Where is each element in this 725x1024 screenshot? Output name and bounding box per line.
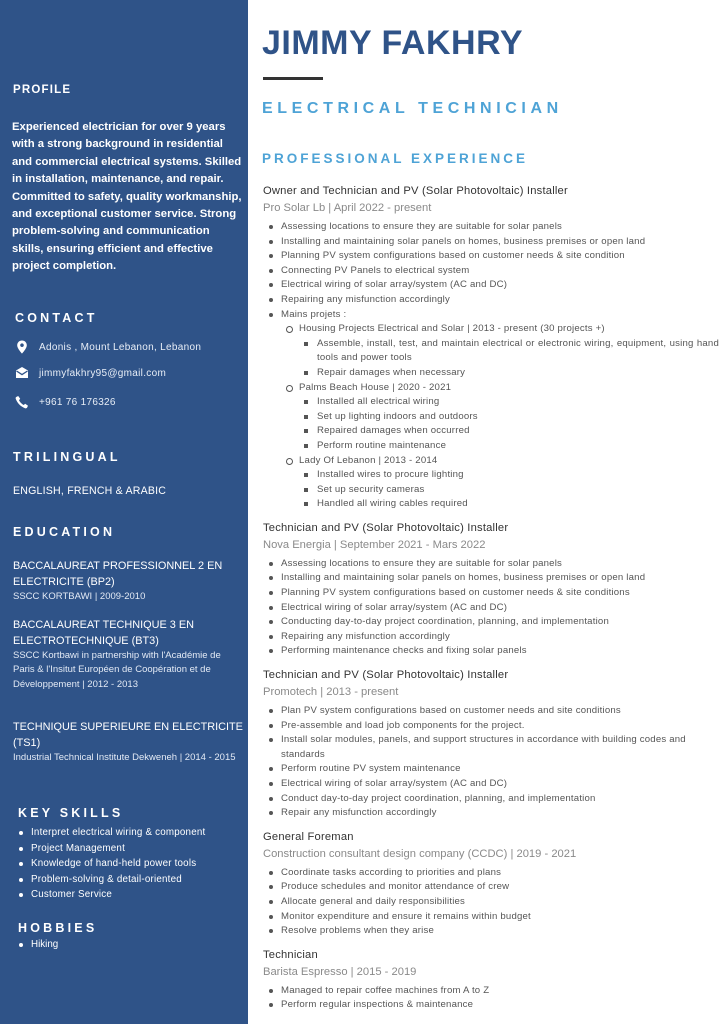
hobby-item: Hiking [18,937,58,953]
location-pin-icon [15,340,29,354]
education-entry [13,618,243,692]
contact-email[interactable] [15,365,166,381]
skill-item: Knowledge of hand-held power tools [18,856,205,872]
job-entry [263,520,719,659]
phone-icon [15,395,29,409]
profile-summary: Experienced electrician for over 9 years with a strong background in residential and commercial electrical systems. Skilled in installation, maintenance, and repair. Committed to safety, quality workmanship, and exceptional customer service. Strong problem-solving and communication skills, ensuring efficient and effective project completion. [12,121,242,273]
list-item: Set up lighting indoors and outdoors [299,410,719,425]
skill-item: Interpret electrical wiring & component [18,825,205,841]
list-item: Perform routine PV system maintenance [263,762,719,777]
education-detail: Industrial Technical Institute Dekweneh | 2014 - 2015 [13,752,236,763]
job-entry [263,183,719,512]
education-title: BACCALAUREAT PROFESSIONNEL 2 EN ELECTRICITE (BP2) [13,560,223,588]
skills-heading: KEY SKILLS [18,806,124,820]
skills-list [18,825,205,903]
project-name: Lady Of Lebanon | 2013 - 2014 [299,454,438,466]
list-item: Electrical wiring of solar array/system (AC and DC) [263,601,719,616]
project-list [263,322,719,512]
list-item: Planning PV system configurations based on customer needs & site condition [263,249,719,264]
list-item: Repairing any misfunction accordingly [263,630,719,645]
project-name: Palms Beach House | 2020 - 2021 [299,381,452,393]
job-bullets [263,220,719,322]
list-item: Conduct day-to-day project coordination, planning, and implementation [263,792,719,807]
project-name: Housing Projects Electrical and Solar | 2013 - present (30 projects +) [299,323,605,335]
list-item: Assessing locations to ensure they are suitable for solar panels [263,220,719,235]
list-item: Installed wires to procure lighting [299,468,719,483]
education-title: TECHNIQUE SUPERIEURE EN ELECTRICITE (TS1) [13,721,243,749]
list-item: Assemble, install, test, and maintain electrical or electronic wiring, equipment, using hand tools and power tools [299,337,719,366]
job-entry [263,667,719,821]
project-item [281,322,719,380]
job-title: ELECTRICAL TECHNICIAN [262,100,563,117]
list-item: Pre-assemble and load job components for the project. [263,719,719,734]
list-item: Installing and maintaining solar panels on homes, business premises or open land [263,235,719,250]
skill-item: Problem-solving & detail-oriented [18,872,205,888]
list-item: Plan PV system configurations based on customer needs and site conditions [263,704,719,719]
job-company: Promotech | 2013 - present [263,686,399,699]
job-bullets [263,557,719,659]
address-text: Adonis , Mount Lebanon, Lebanon [39,341,202,353]
email-text[interactable]: jimmyfakhry95@gmail.com [39,367,167,379]
job-entry [263,829,719,939]
profile-heading: PROFILE [13,84,72,96]
list-item: Repaired damages when occurred [299,424,719,439]
skill-item: Project Management [18,841,205,857]
job-position: Technician and PV (Solar Photovoltaic) Installer [263,669,509,682]
list-item: Electrical wiring of solar array/system (AC and DC) [263,777,719,792]
list-item: Allocate general and daily responsibilities [263,895,719,910]
list-item: Assessing locations to ensure they are suitable for solar panels [263,557,719,572]
education-title: BACCALAUREAT TECHNIQUE 3 EN ELECTROTECHNIQUE (BT3) [13,619,194,647]
list-item: Perform regular inspections & maintenance [263,998,719,1013]
list-item: Install solar modules, panels, and support structures in accordance with building codes and standards [263,733,719,762]
name-underline [263,77,323,80]
list-item: Mains projets : [263,308,719,323]
job-entry [263,947,719,1013]
list-item: Connecting PV Panels to electrical system [263,264,719,279]
list-item: Electrical wiring of solar array/system (AC and DC) [263,278,719,293]
job-bullets [263,984,719,1013]
education-entry [13,720,243,765]
project-tasks [299,337,719,381]
list-item: Handled all wiring cables required [299,497,719,512]
list-item: Monitor expenditure and ensure it remains within budget [263,910,719,925]
experience-list [263,183,719,1013]
sidebar [0,0,248,1024]
list-item: Managed to repair coffee machines from A to Z [263,984,719,999]
list-item: Coordinate tasks according to priorities and plans [263,866,719,881]
list-item: Set up security cameras [299,483,719,498]
skill-item: Customer Service [18,887,205,903]
envelope-icon [15,366,29,380]
hobbies-heading: HOBBIES [18,921,98,935]
education-detail: SSCC KORTBAWI | 2009-2010 [13,591,146,602]
contact-heading: CONTACT [15,311,98,325]
phone-text[interactable]: +961 76 176326 [39,396,116,408]
project-tasks [299,395,719,453]
education-detail: SSCC Kortbawi in partnership with l'Académie de Paris & l'Insitut Européen de Coopération et de Développement | 2012 - 2013 [13,650,221,690]
list-item: Repair damages when necessary [299,366,719,381]
list-item: Installing and maintaining solar panels on homes, business premises or open land [263,571,719,586]
contact-address [15,339,201,355]
job-position: Technician and PV (Solar Photovoltaic) Installer [263,521,509,534]
job-position: Owner and Technician and PV (Solar Photovoltaic) Installer [263,185,568,197]
list-item: Performing maintenance checks and fixing solar panels [263,644,719,659]
project-item [281,381,719,454]
education-heading: EDUCATION [13,525,116,539]
main-content [248,0,725,1024]
list-item: Planning PV system configurations based on customer needs & site conditions [263,586,719,601]
job-company: Construction consultant design company (CCDC) | 2019 - 2021 [263,847,577,860]
list-item: Produce schedules and monitor attendance of crew [263,880,719,895]
list-item: Perform routine maintenance [299,439,719,454]
hobbies-list [18,937,58,953]
job-company: Barista Espresso | 2015 - 2019 [263,965,417,978]
list-item: Resolve problems when they arise [263,924,719,939]
job-bullets [263,866,719,939]
contact-phone[interactable] [15,394,116,410]
project-tasks [299,468,719,512]
job-company: Nova Energia | September 2021 - Mars 2022 [263,538,486,551]
languages-heading: TRILINGUAL [13,450,121,464]
list-item: Repair any misfunction accordingly [263,806,719,821]
list-item: Installed all electrical wiring [299,395,719,410]
job-company: Pro Solar Lb | April 2022 - present [263,202,432,214]
list-item: Conducting day-to-day project coordination, planning, and implementation [263,615,719,630]
job-position: General Foreman [263,830,354,843]
job-position: Technician [263,948,318,961]
languages-text: ENGLISH, FRENCH & ARABIC [13,485,167,497]
list-item: Repairing any misfunction accordingly [263,293,719,308]
project-item [281,454,719,512]
job-bullets [263,704,719,821]
education-entry [13,559,243,604]
experience-heading: PROFESSIONAL EXPERIENCE [262,151,529,166]
candidate-name: JIMMY FAKHRY [262,24,524,62]
